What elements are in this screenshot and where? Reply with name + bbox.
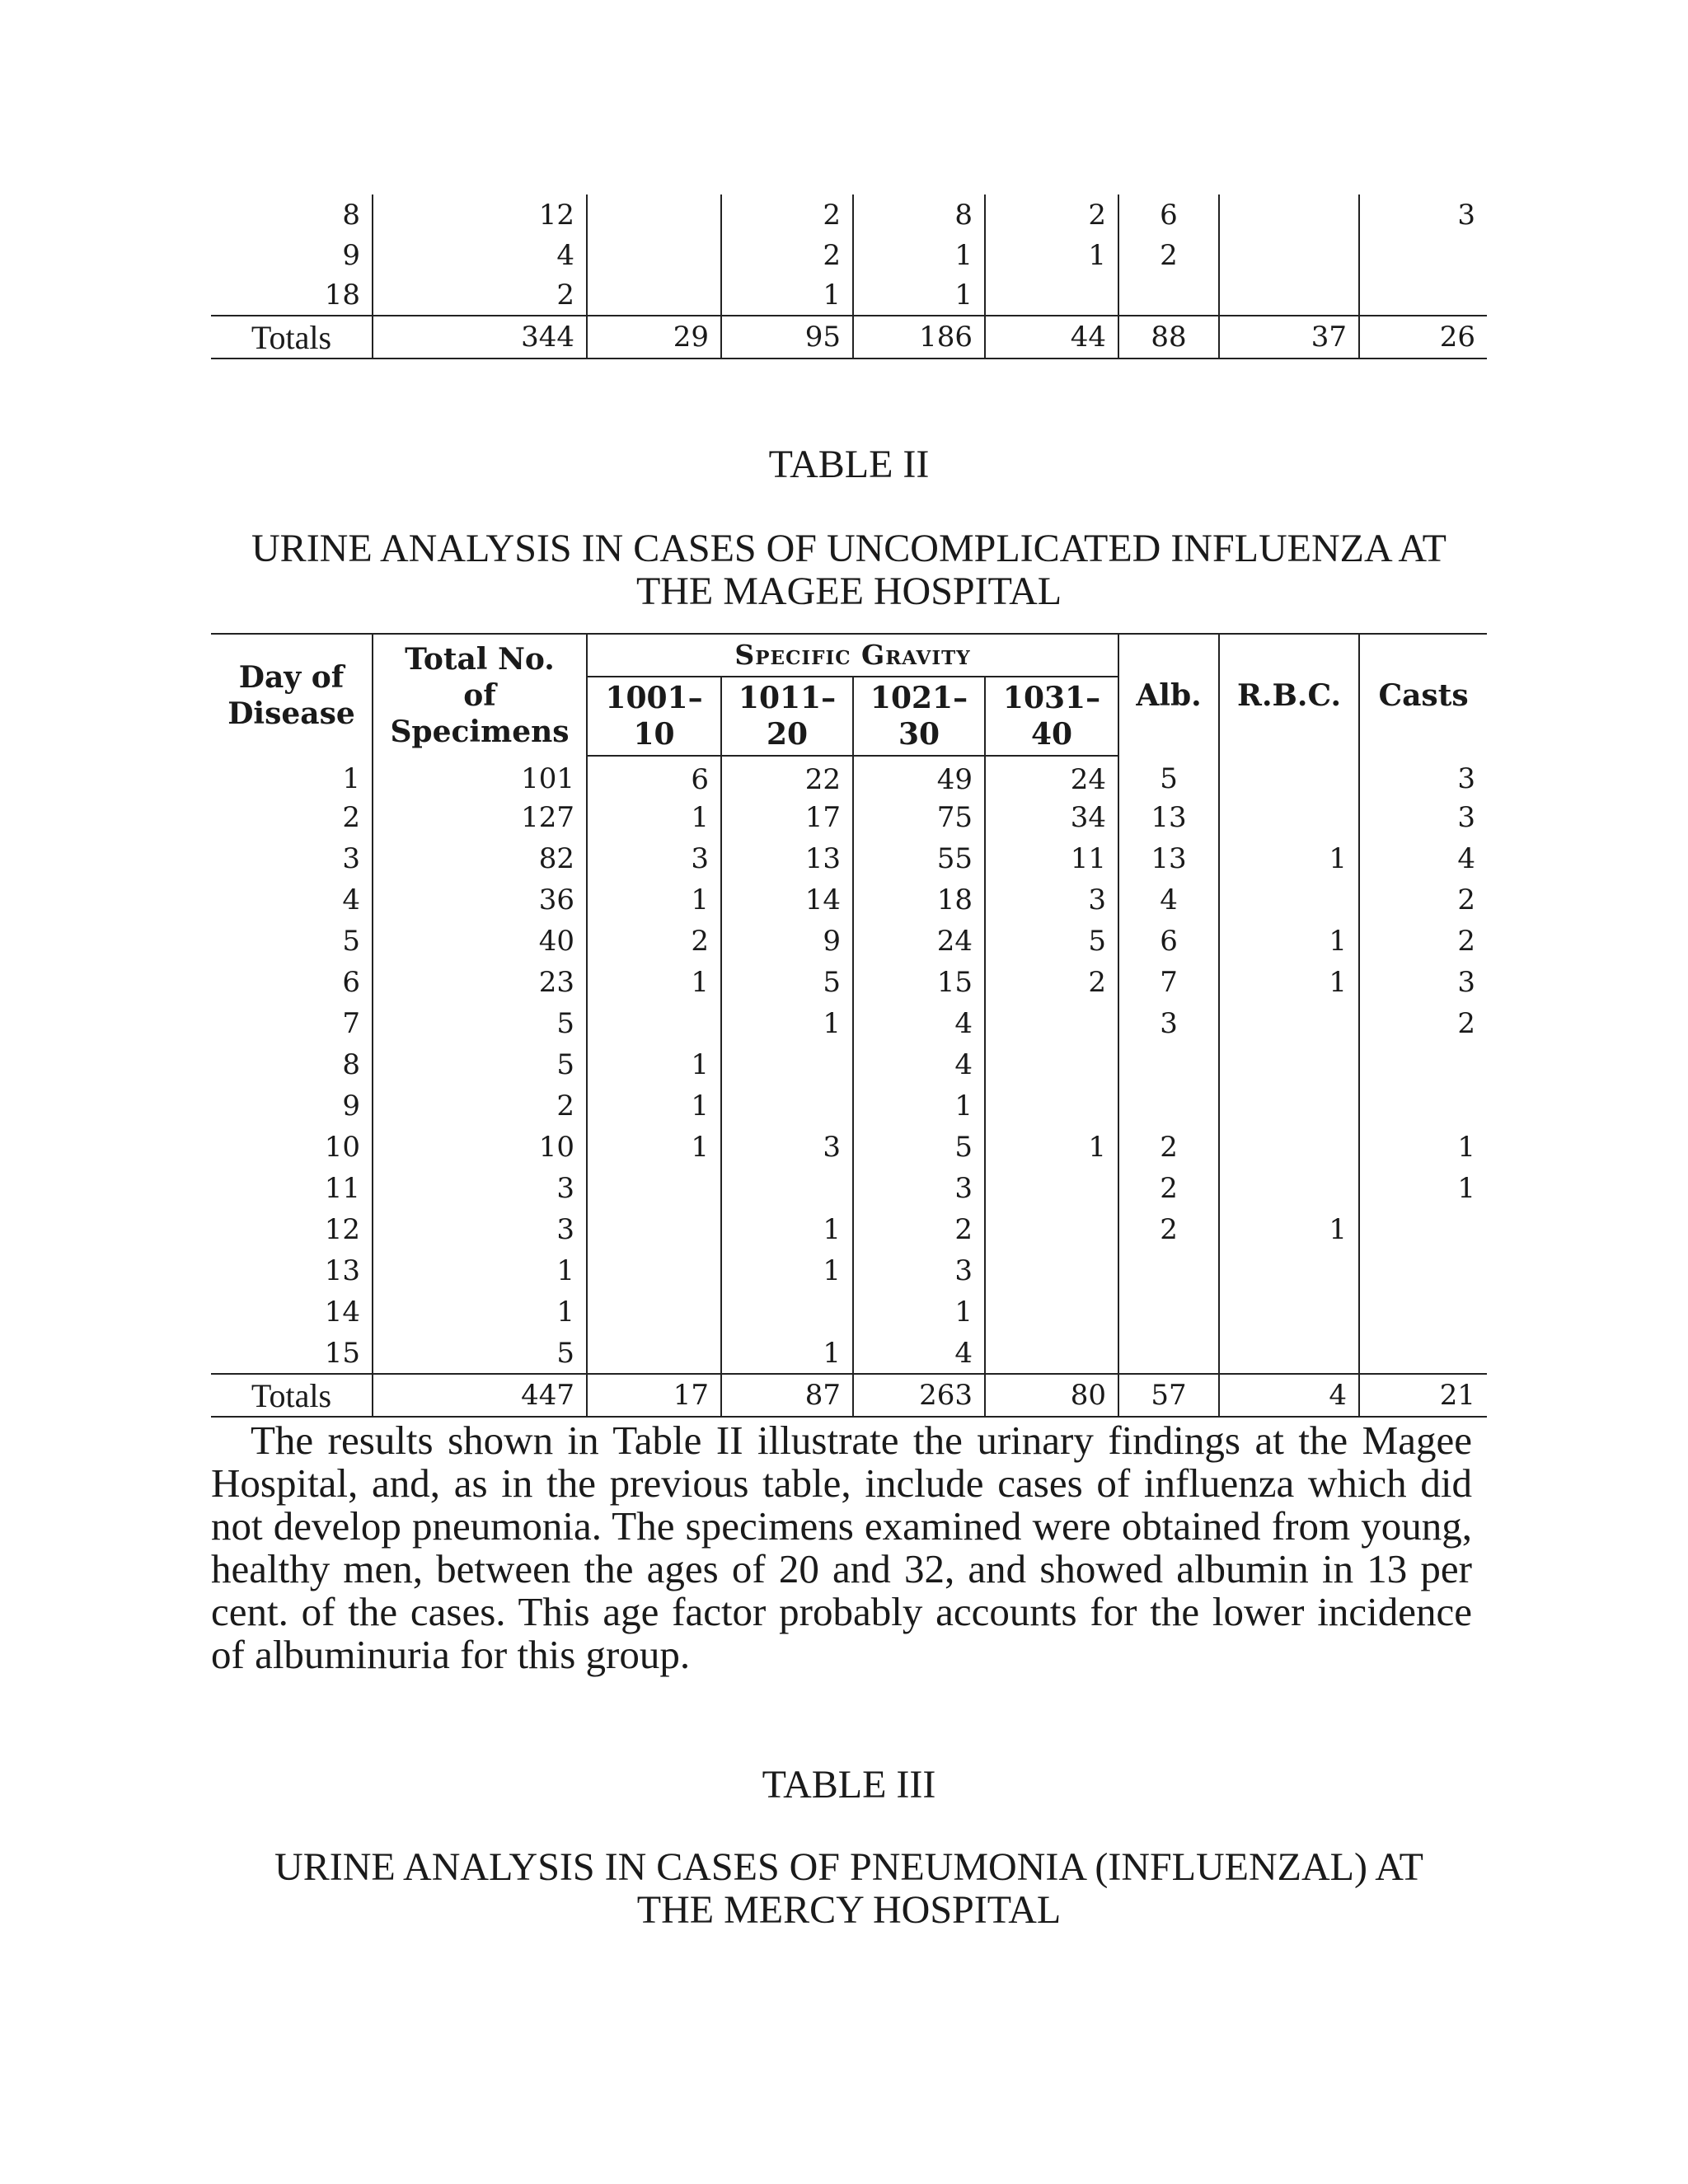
table-row — [211, 194, 1487, 235]
cell-day: 9 — [342, 238, 360, 272]
cell-rbc — [1219, 235, 1359, 275]
cell-sg4 — [985, 275, 1118, 316]
cell-rbc: 1 — [1219, 962, 1359, 1003]
header-rbc: R.B.C. — [1219, 634, 1359, 756]
cell-day: 2 — [342, 801, 360, 834]
totals-sg3: 263 — [853, 1374, 985, 1417]
cell-total: 3 — [373, 1168, 587, 1209]
cell-alb: 6 — [1118, 921, 1219, 962]
cell-alb: 7 — [1118, 962, 1219, 1003]
cell-sg1 — [587, 1333, 721, 1374]
cell-sg1: 1 — [587, 1127, 721, 1168]
cell-total: 1 — [373, 1250, 587, 1291]
cell-casts: 2 — [1359, 921, 1487, 962]
cell-alb: 3 — [1118, 1003, 1219, 1044]
cell-alb — [1118, 1291, 1219, 1333]
cell-rbc — [1219, 1127, 1359, 1168]
cell-total: 23 — [373, 962, 587, 1003]
cell-day: 18 — [324, 279, 360, 312]
cell-sg1 — [587, 194, 721, 235]
cell-sg2: 2 — [721, 194, 853, 235]
cell-alb: 13 — [1118, 838, 1219, 879]
cell-sg3: 1 — [853, 1085, 985, 1127]
cell-sg4: 2 — [985, 962, 1118, 1003]
cell-sg3: 1 — [853, 1291, 985, 1333]
body-paragraph: The results shown in Table II illustrate the urinary findings at the Magee Hospital, and, as in the previous table, include cases of influenza which did not develop pneumonia. The specimens examined were obtained from young, healthy men, between the ages of 20 and 32, and showed albumin in 13 per cent. of the cases. This age factor probably accounts for the lower incidence of albuminuria for this group. — [211, 1418, 1472, 1677]
cell-rbc — [1219, 1168, 1359, 1209]
cell-day: 6 — [342, 966, 360, 999]
table-row — [211, 797, 1487, 838]
cell-rbc — [1219, 1250, 1359, 1291]
cell-day: 3 — [342, 842, 360, 875]
header-sg-1011-20: 1011– 20 — [721, 677, 853, 756]
cell-casts: 1 — [1359, 1127, 1487, 1168]
totals-sg4: 44 — [985, 316, 1118, 359]
cell-rbc — [1219, 275, 1359, 316]
cell-sg2: 2 — [721, 235, 853, 275]
cell-sg4: 34 — [985, 797, 1118, 838]
cell-total: 40 — [373, 921, 587, 962]
cell-rbc: 1 — [1219, 838, 1359, 879]
cell-total: 101 — [373, 756, 587, 797]
cell-day: 8 — [342, 1048, 360, 1081]
cell-total: 5 — [373, 1044, 587, 1085]
table-row — [211, 1291, 1487, 1333]
cell-sg2 — [721, 1291, 853, 1333]
cell-sg2 — [721, 1168, 853, 1209]
cell-sg1: 2 — [587, 921, 721, 962]
cell-sg1: 1 — [587, 797, 721, 838]
totals-alb: 57 — [1118, 1374, 1219, 1417]
cell-total: 5 — [373, 1003, 587, 1044]
cell-sg2: 5 — [721, 962, 853, 1003]
cell-alb: 4 — [1118, 879, 1219, 921]
table2 — [211, 633, 1487, 1418]
cell-alb — [1118, 1044, 1219, 1085]
cell-total: 2 — [373, 1085, 587, 1127]
cell-sg4 — [985, 1333, 1118, 1374]
cell-rbc — [1219, 194, 1359, 235]
cell-day: 13 — [324, 1254, 360, 1287]
table3-heading: TABLE III — [762, 1763, 936, 1807]
cell-sg4 — [985, 1291, 1118, 1333]
cell-sg3: 5 — [853, 1127, 985, 1168]
cell-casts — [1359, 1333, 1487, 1374]
cell-sg2: 22 — [721, 756, 853, 797]
header-sg-1021-30: 1021– 30 — [853, 677, 985, 756]
cell-total: 2 — [373, 275, 587, 316]
cell-rbc — [1219, 797, 1359, 838]
cell-sg4: 3 — [985, 879, 1118, 921]
cell-sg1: 6 — [587, 756, 721, 797]
totals-total: 447 — [373, 1374, 587, 1417]
cell-sg3: 55 — [853, 838, 985, 879]
cell-sg1 — [587, 1003, 721, 1044]
cell-sg3: 4 — [853, 1003, 985, 1044]
totals-sg1: 17 — [587, 1374, 721, 1417]
cell-rbc — [1219, 1085, 1359, 1127]
totals-sg2: 95 — [721, 316, 853, 359]
cell-sg4: 1 — [985, 1127, 1118, 1168]
table-row — [211, 1250, 1487, 1291]
cell-casts — [1359, 1044, 1487, 1085]
cell-day: 11 — [324, 1172, 360, 1205]
cell-total: 10 — [373, 1127, 587, 1168]
cell-alb: 13 — [1118, 797, 1219, 838]
cell-day: 5 — [342, 925, 360, 958]
cell-sg2 — [721, 1044, 853, 1085]
cell-sg4 — [985, 1250, 1118, 1291]
table2-title: URINE ANALYSIS IN CASES OF UNCOMPLICATED INFLUENZA AT THE MAGEE HOSPITAL — [251, 527, 1447, 613]
cell-sg4 — [985, 1085, 1118, 1127]
cell-total: 3 — [373, 1209, 587, 1250]
cell-sg1 — [587, 275, 721, 316]
table-row — [211, 1085, 1487, 1127]
cell-sg1: 1 — [587, 879, 721, 921]
totals-label: Totals — [211, 1374, 373, 1417]
cell-day: 7 — [342, 1007, 360, 1040]
cell-sg2: 13 — [721, 838, 853, 879]
cell-sg4: 5 — [985, 921, 1118, 962]
cell-rbc — [1219, 756, 1359, 797]
table-row — [211, 235, 1487, 275]
cell-sg2: 17 — [721, 797, 853, 838]
cell-casts: 3 — [1359, 797, 1487, 838]
cell-sg3: 18 — [853, 879, 985, 921]
cell-total: 82 — [373, 838, 587, 879]
totals-rbc: 37 — [1219, 316, 1359, 359]
cell-sg1: 1 — [587, 962, 721, 1003]
table-row — [211, 1333, 1487, 1374]
cell-sg4: 24 — [985, 756, 1118, 797]
cell-day: 8 — [342, 198, 360, 232]
cell-alb — [1118, 1250, 1219, 1291]
totals-label: Totals — [211, 316, 373, 359]
header-casts: Casts — [1359, 634, 1487, 756]
totals-rbc: 4 — [1219, 1374, 1359, 1417]
table-row — [211, 838, 1487, 879]
cell-alb — [1118, 1333, 1219, 1374]
cell-sg3: 1 — [853, 235, 985, 275]
cell-sg1 — [587, 1168, 721, 1209]
cell-day: 14 — [324, 1296, 360, 1329]
cell-casts: 2 — [1359, 1003, 1487, 1044]
cell-sg3: 15 — [853, 962, 985, 1003]
cell-sg2: 1 — [721, 275, 853, 316]
cell-sg3: 3 — [853, 1168, 985, 1209]
cell-total: 12 — [373, 194, 587, 235]
cell-alb: 6 — [1118, 194, 1219, 235]
header-albumin: Alb. — [1118, 634, 1219, 756]
cell-sg3: 8 — [853, 194, 985, 235]
cell-sg2: 1 — [721, 1209, 853, 1250]
cell-sg2: 1 — [721, 1003, 853, 1044]
cell-sg1: 1 — [587, 1044, 721, 1085]
table-row — [211, 1168, 1487, 1209]
cell-sg4 — [985, 1003, 1118, 1044]
cell-total: 4 — [373, 235, 587, 275]
table-row — [211, 1209, 1487, 1250]
cell-alb: 2 — [1118, 1168, 1219, 1209]
table-row — [211, 921, 1487, 962]
cell-casts: 3 — [1359, 756, 1487, 797]
cell-casts — [1359, 1291, 1487, 1333]
cell-alb: 5 — [1118, 756, 1219, 797]
cell-day: 4 — [342, 883, 360, 916]
header-specific-gravity: Specific Gravity — [587, 634, 1118, 677]
cell-casts — [1359, 275, 1487, 316]
cell-sg1: 1 — [587, 1085, 721, 1127]
table-row — [211, 1044, 1487, 1085]
cell-day: 15 — [324, 1336, 360, 1370]
header-sg-1031-40: 1031– 40 — [985, 677, 1118, 756]
cell-casts: 2 — [1359, 879, 1487, 921]
cell-day: 10 — [324, 1131, 360, 1164]
table2-heading: TABLE II — [768, 443, 930, 486]
table2-totals-row — [211, 1374, 1487, 1417]
cell-casts: 3 — [1359, 194, 1487, 235]
cell-rbc: 1 — [1219, 1209, 1359, 1250]
cell-sg4 — [985, 1168, 1118, 1209]
cell-sg2: 1 — [721, 1250, 853, 1291]
cell-rbc: 1 — [1219, 921, 1359, 962]
cell-sg3: 4 — [853, 1333, 985, 1374]
table-row — [211, 1127, 1487, 1168]
cell-sg3: 3 — [853, 1250, 985, 1291]
cell-alb: 2 — [1118, 235, 1219, 275]
cell-sg4 — [985, 1044, 1118, 1085]
cell-day: 1 — [342, 762, 360, 795]
cell-sg3: 75 — [853, 797, 985, 838]
cell-sg1 — [587, 1250, 721, 1291]
totals-sg1: 29 — [587, 316, 721, 359]
cell-alb — [1118, 275, 1219, 316]
cell-sg1 — [587, 1291, 721, 1333]
cell-rbc — [1219, 1044, 1359, 1085]
cell-casts — [1359, 1209, 1487, 1250]
cell-rbc — [1219, 879, 1359, 921]
cell-rbc — [1219, 1003, 1359, 1044]
cell-sg2: 14 — [721, 879, 853, 921]
cell-rbc — [1219, 1291, 1359, 1333]
cell-casts — [1359, 1250, 1487, 1291]
header-sg-1001-10: 1001– 10 — [587, 677, 721, 756]
cell-sg1 — [587, 235, 721, 275]
cell-sg2: 1 — [721, 1333, 853, 1374]
cell-sg3: 1 — [853, 275, 985, 316]
cell-sg4: 2 — [985, 194, 1118, 235]
cell-sg2: 9 — [721, 921, 853, 962]
cell-total: 36 — [373, 879, 587, 921]
header-total-specimens: Total No. of Specimens — [373, 634, 587, 756]
cell-casts: 1 — [1359, 1168, 1487, 1209]
header-day-of-disease: Day of Disease — [227, 659, 355, 731]
cell-total: 127 — [373, 797, 587, 838]
table3-title: URINE ANALYSIS IN CASES OF PNEUMONIA (INFLUENZAL) AT THE MERCY HOSPITAL — [274, 1845, 1423, 1932]
table-row — [211, 756, 1487, 797]
cell-casts — [1359, 1085, 1487, 1127]
cell-alb: 2 — [1118, 1127, 1219, 1168]
totals-sg2: 87 — [721, 1374, 853, 1417]
cell-alb: 2 — [1118, 1209, 1219, 1250]
cell-day: 12 — [324, 1213, 360, 1246]
cell-alb — [1118, 1085, 1219, 1127]
totals-total: 344 — [373, 316, 587, 359]
cell-sg2 — [721, 1085, 853, 1127]
table-row — [211, 879, 1487, 921]
table-row — [211, 275, 1487, 316]
cell-sg1 — [587, 1209, 721, 1250]
cell-sg1: 3 — [587, 838, 721, 879]
cell-casts: 3 — [1359, 962, 1487, 1003]
table-row — [211, 962, 1487, 1003]
totals-casts: 26 — [1359, 316, 1487, 359]
cell-sg3: 24 — [853, 921, 985, 962]
totals-casts: 21 — [1359, 1374, 1487, 1417]
totals-sg4: 80 — [985, 1374, 1118, 1417]
cell-rbc — [1219, 1333, 1359, 1374]
table-row — [211, 1003, 1487, 1044]
totals-alb: 88 — [1118, 316, 1219, 359]
cell-casts — [1359, 235, 1487, 275]
cell-sg3: 49 — [853, 756, 985, 797]
cell-sg4: 11 — [985, 838, 1118, 879]
cell-sg4 — [985, 1209, 1118, 1250]
continuation-table — [211, 194, 1487, 359]
cell-sg2: 3 — [721, 1127, 853, 1168]
cell-total: 1 — [373, 1291, 587, 1333]
cell-sg4: 1 — [985, 235, 1118, 275]
continuation-totals-row — [211, 316, 1487, 359]
totals-sg3: 186 — [853, 316, 985, 359]
cell-casts: 4 — [1359, 838, 1487, 879]
cell-sg3: 2 — [853, 1209, 985, 1250]
cell-sg3: 4 — [853, 1044, 985, 1085]
cell-total: 5 — [373, 1333, 587, 1374]
cell-day: 9 — [342, 1090, 360, 1122]
